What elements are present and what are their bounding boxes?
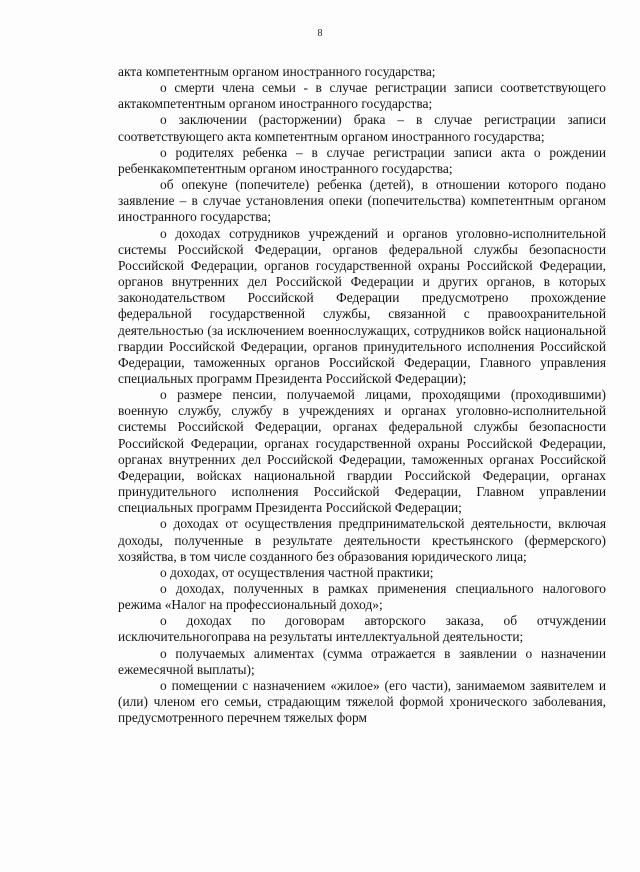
paragraph: о заключении (расторжении) брака – в случае регистрации записи соответствующего акта компетентным органом иностранного государства; xyxy=(118,112,606,144)
paragraph: о помещении с назначением «жилое» (его части), занимаемом заявителем и (или) членом его семьи, страдающим тяжелой формой хронического заболевания, предусмотренного перечнем тяжелых форм xyxy=(118,677,606,726)
paragraph: о доходах, полученных в рамках применения специального налогового режима «Налог на профессиональный доход»; xyxy=(118,581,606,613)
paragraph: о смерти члена семьи - в случае регистрации записи соответствующего актакомпетентным органом иностранного государства; xyxy=(118,80,606,112)
paragraph: о доходах от осуществления предпринимательской деятельности, включая доходы, полученные в результате деятельности крестьянского (фермерского) хозяйства, в том числе созданного без образования юридического лица; xyxy=(118,516,606,564)
paragraph: о получаемых алиментах (сумма отражается в заявлении о назначении ежемесячной выплаты); xyxy=(118,645,606,677)
paragraph: о доходах, от осуществления частной практики; xyxy=(160,564,434,580)
paragraph: о родителях ребенка – в случае регистрации записи акта о рождении ребенкакомпетентным органом иностранного государства; xyxy=(118,144,606,176)
paragraph: о доходах по договорам авторского заказа, об отчуждении исключительногоправа на результаты интеллектуальной деятельности; xyxy=(118,613,606,645)
page-number: 8 xyxy=(317,28,323,39)
paragraph: о доходах сотрудников учреждений и органов уголовно-исполнительной системы Российской Федерации, органов федеральной службы безопасности Российской Федерации, органов государственной охраны Российской Федерации, органов внутренних дел Российской Федерации и других органов, в которых законодательством Российской Федерации предусмотрено прохождение федеральной государственной службы, связанной с правоохранительной деятельностью (за исключением военнослужащих, сотрудников войск национальной гвардии Российской Федерации, органов принудительного исполнения Российской Федерации, таможенных органов Российской Федерации, Главного управления специальных программ Президента Российской Федерации); xyxy=(118,225,606,386)
document-body xyxy=(118,64,606,726)
paragraph: акта компетентным органом иностранного государства; xyxy=(118,64,436,79)
paragraph: о размере пенсии, получаемой лицами, проходящими (проходившими) военную службу, службу в учреждениях и органах уголовно-исполнительной системы Российской Федерации, органах федеральной службы безопасности Российской Федерации, органах государственной охраны Российской Федерации, органах внутренних дел Российской Федерации, таможенных органах Российской Федерации, войсках национальной гвардии Российской Федерации, органах принудительного исполнения Российской Федерации, Главном управлении специальных программ Президента Российской Федерации; xyxy=(118,387,606,516)
paragraph: об опекуне (попечителе) ребенка (детей), в отношении которого подано заявление – в случае установления опеки (попечительства) компетентным органом иностранного государства; xyxy=(118,177,606,225)
